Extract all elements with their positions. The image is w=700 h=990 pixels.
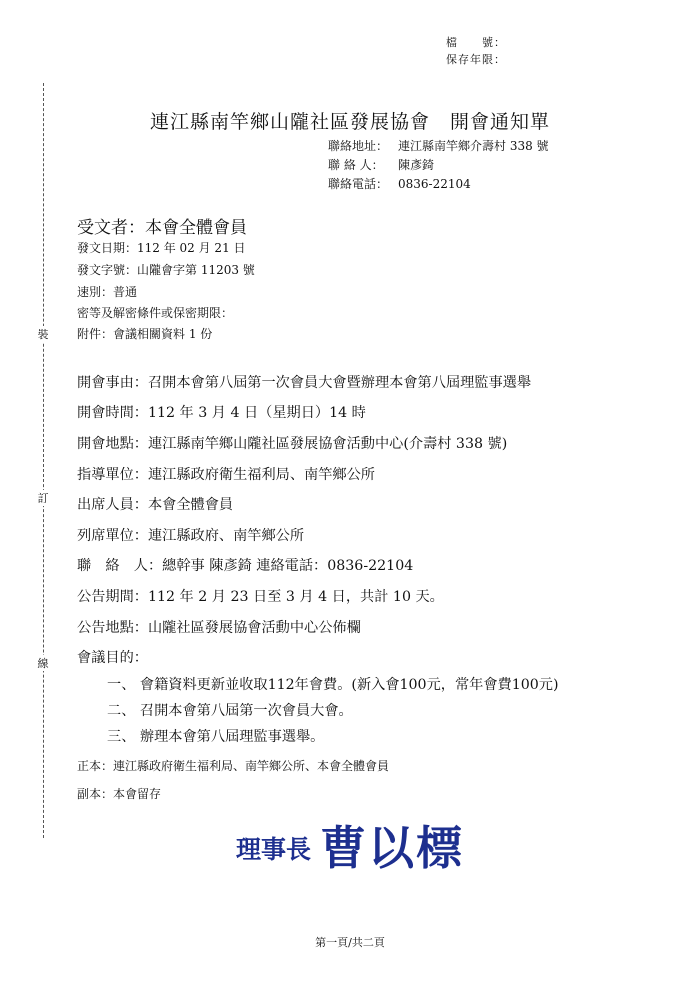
guiding-unit: 指導單位：連江縣政府衛生福利局、南竿鄉公所: [77, 467, 375, 483]
binding-line: [43, 83, 44, 838]
contact-person: [328, 156, 434, 173]
archive-retention-period: 保存年限：: [446, 53, 506, 66]
archive-file-number: 檔 號：: [446, 36, 506, 49]
original-recipients: 正本：連江縣政府衛生福利局、南竿鄉公所、本會全體會員: [77, 759, 390, 773]
observer-units: 列席單位：連江縣政府、南竿鄉公所: [77, 528, 305, 544]
announcement-period: 公告期間：112 年 2 月 23 日至 3 月 4 日，共計 10 天。: [77, 589, 444, 605]
objective-item-1: 一、 會籍資料更新並收取112年會費。(新入會100元，常年會費100元): [107, 677, 559, 693]
binding-mark-ding: 訂: [37, 492, 49, 505]
contact-address-value: 連江縣南竿鄉介壽村 338 號: [398, 139, 549, 153]
binding-mark-xian: 線: [37, 657, 49, 670]
announcement-location: 公告地點：山隴社區發展協會活動中心公佈欄: [77, 620, 361, 636]
contact-address: [328, 137, 549, 154]
objective-item-3: 三、 辦理本會第八屆理監事選舉。: [107, 729, 325, 745]
security-level: 密等及解密條件或保密期限：: [77, 306, 234, 320]
contact-phone-value: 0836-22104: [398, 177, 471, 191]
page-number: 第一頁/共二頁: [315, 936, 385, 949]
meeting-time: 開會時間：112 年 3 月 4 日（星期日）14 時: [77, 405, 366, 421]
issue-date: 發文日期：112 年 02 月 21 日: [77, 241, 246, 255]
meeting-objectives-heading: 會議目的：: [77, 650, 148, 666]
contact-phone: [328, 175, 471, 192]
meeting-purpose: 開會事由：召開本會第八屆第一次會員大會暨辦理本會第八屆理監事選舉: [77, 375, 532, 391]
attendees: 出席人員：本會全體會員: [77, 497, 234, 513]
issue-number: 發文字號：山隴會字第 11203 號: [77, 263, 255, 277]
contact-line: 聯 絡 人：總幹事 陳彥錡 連絡電話：0836-22104: [77, 558, 414, 574]
attachments: 附件：會議相關資料 1 份: [77, 327, 213, 341]
contact-person-value: 陳彥錡: [398, 158, 435, 172]
delivery-speed: 速別：普通: [77, 285, 138, 299]
contact-person-label: 聯 絡 人：: [328, 158, 384, 172]
signature-title: 理事長: [236, 836, 312, 864]
binding-mark-zhuang: 裝: [37, 328, 49, 341]
recipient: 受文者：本會全體會員: [77, 218, 247, 238]
meeting-location: 開會地點：連江縣南竿鄉山隴社區發展協會活動中心(介壽村 338 號): [77, 436, 508, 452]
chairman-signature-stamp: [236, 806, 472, 884]
document-title: 連江縣南竿鄉山隴社區發展協會 開會通知單: [149, 111, 550, 133]
contact-address-label: 聯絡地址：: [328, 139, 389, 153]
contact-phone-label: 聯絡電話：: [328, 177, 389, 191]
objective-item-2: 二、 召開本會第八屆第一次會員大會。: [107, 703, 353, 719]
signature-name: 曹以標: [320, 822, 464, 874]
copy-recipients: 副本：本會留存: [77, 787, 162, 801]
